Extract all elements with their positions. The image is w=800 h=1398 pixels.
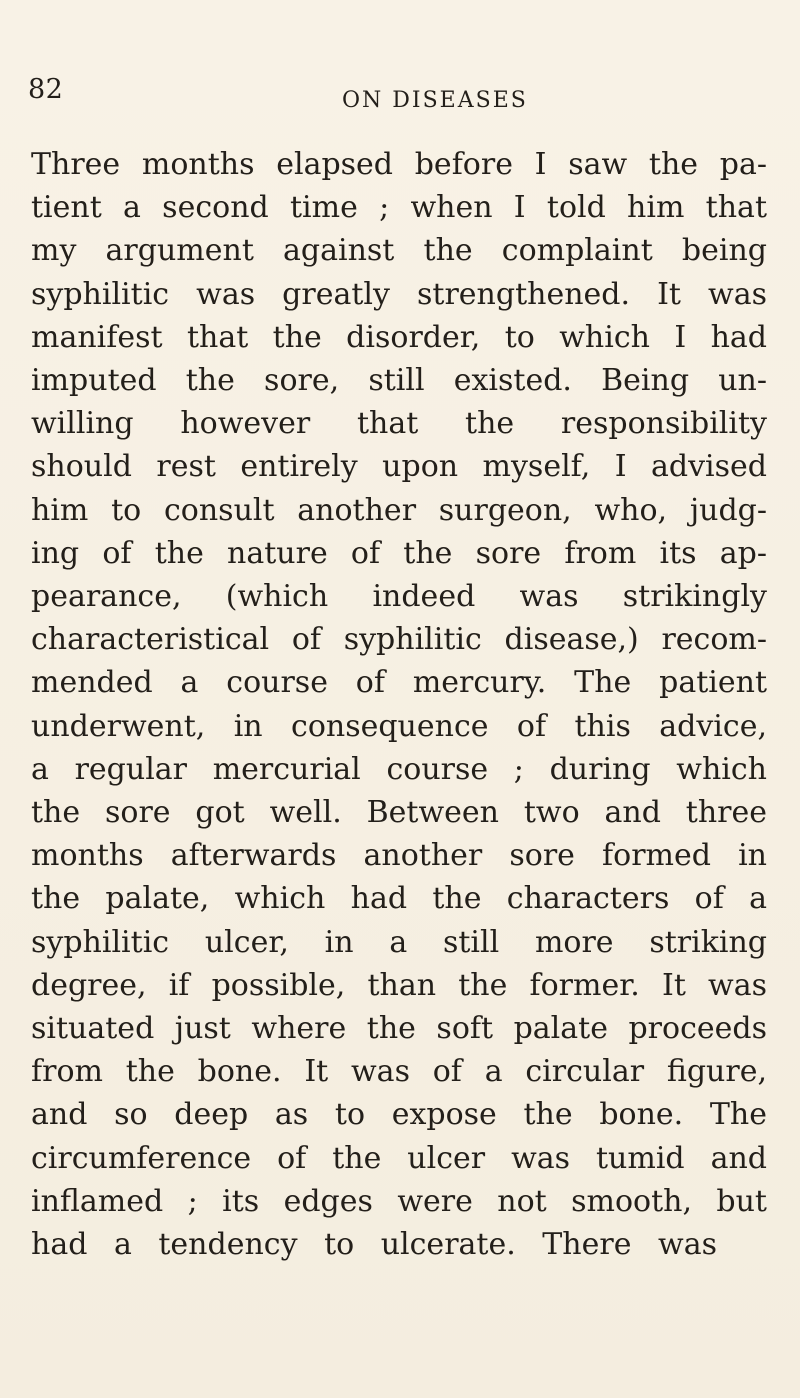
body-line: the palate, which had the characters of a <box>31 881 767 917</box>
body-line: ing of the nature of the sore from its ap- <box>31 535 767 571</box>
body-line: imputed the sore, still existed. Being un- <box>31 363 767 399</box>
body-line: a regular mercurial course ; during which <box>31 751 767 787</box>
body-line: tient a second time ; when I told him that <box>31 190 767 226</box>
body-line: pearance, (which indeed was strikingly <box>31 579 767 615</box>
body-line: should rest entirely upon myself, I advised <box>31 449 767 485</box>
running-head: ON DISEASES <box>342 88 528 113</box>
body-line: him to consult another surgeon, who, judg- <box>31 492 767 528</box>
body-line: from the bone. It was of a circular figure, <box>31 1054 767 1090</box>
body-line: mended a course of mercury. The patient <box>31 665 767 701</box>
body-line: characteristical of syphilitic disease,) recom- <box>31 622 767 658</box>
body-line: syphilitic was greatly strengthened. It was <box>31 276 767 312</box>
body-line: underwent, in consequence of this advice, <box>31 708 767 744</box>
page-number: 82 <box>28 74 64 105</box>
body-line: Three months elapsed before I saw the pa- <box>31 147 767 182</box>
body-line: months afterwards another sore formed in <box>31 838 767 874</box>
body-line: inflamed ; its edges were not smooth, but <box>31 1183 767 1219</box>
body-line: and so deep as to expose the bone. The <box>31 1097 767 1133</box>
body-text <box>31 143 767 1266</box>
body-line: manifest that the disorder, to which I had <box>31 319 767 355</box>
body-line: my argument against the complaint being <box>31 233 767 269</box>
body-line: the sore got well. Between two and three <box>31 795 767 831</box>
body-line: circumference of the ulcer was tumid and <box>31 1140 767 1176</box>
body-line: had a tendency to ulcerate. There was <box>31 1227 717 1263</box>
body-line: willing however that the responsibility <box>31 406 767 442</box>
body-line: syphilitic ulcer, in a still more striking <box>31 924 767 960</box>
body-line: situated just where the soft palate proceeds <box>31 1011 767 1047</box>
body-line: degree, if possible, than the former. It was <box>31 967 767 1003</box>
